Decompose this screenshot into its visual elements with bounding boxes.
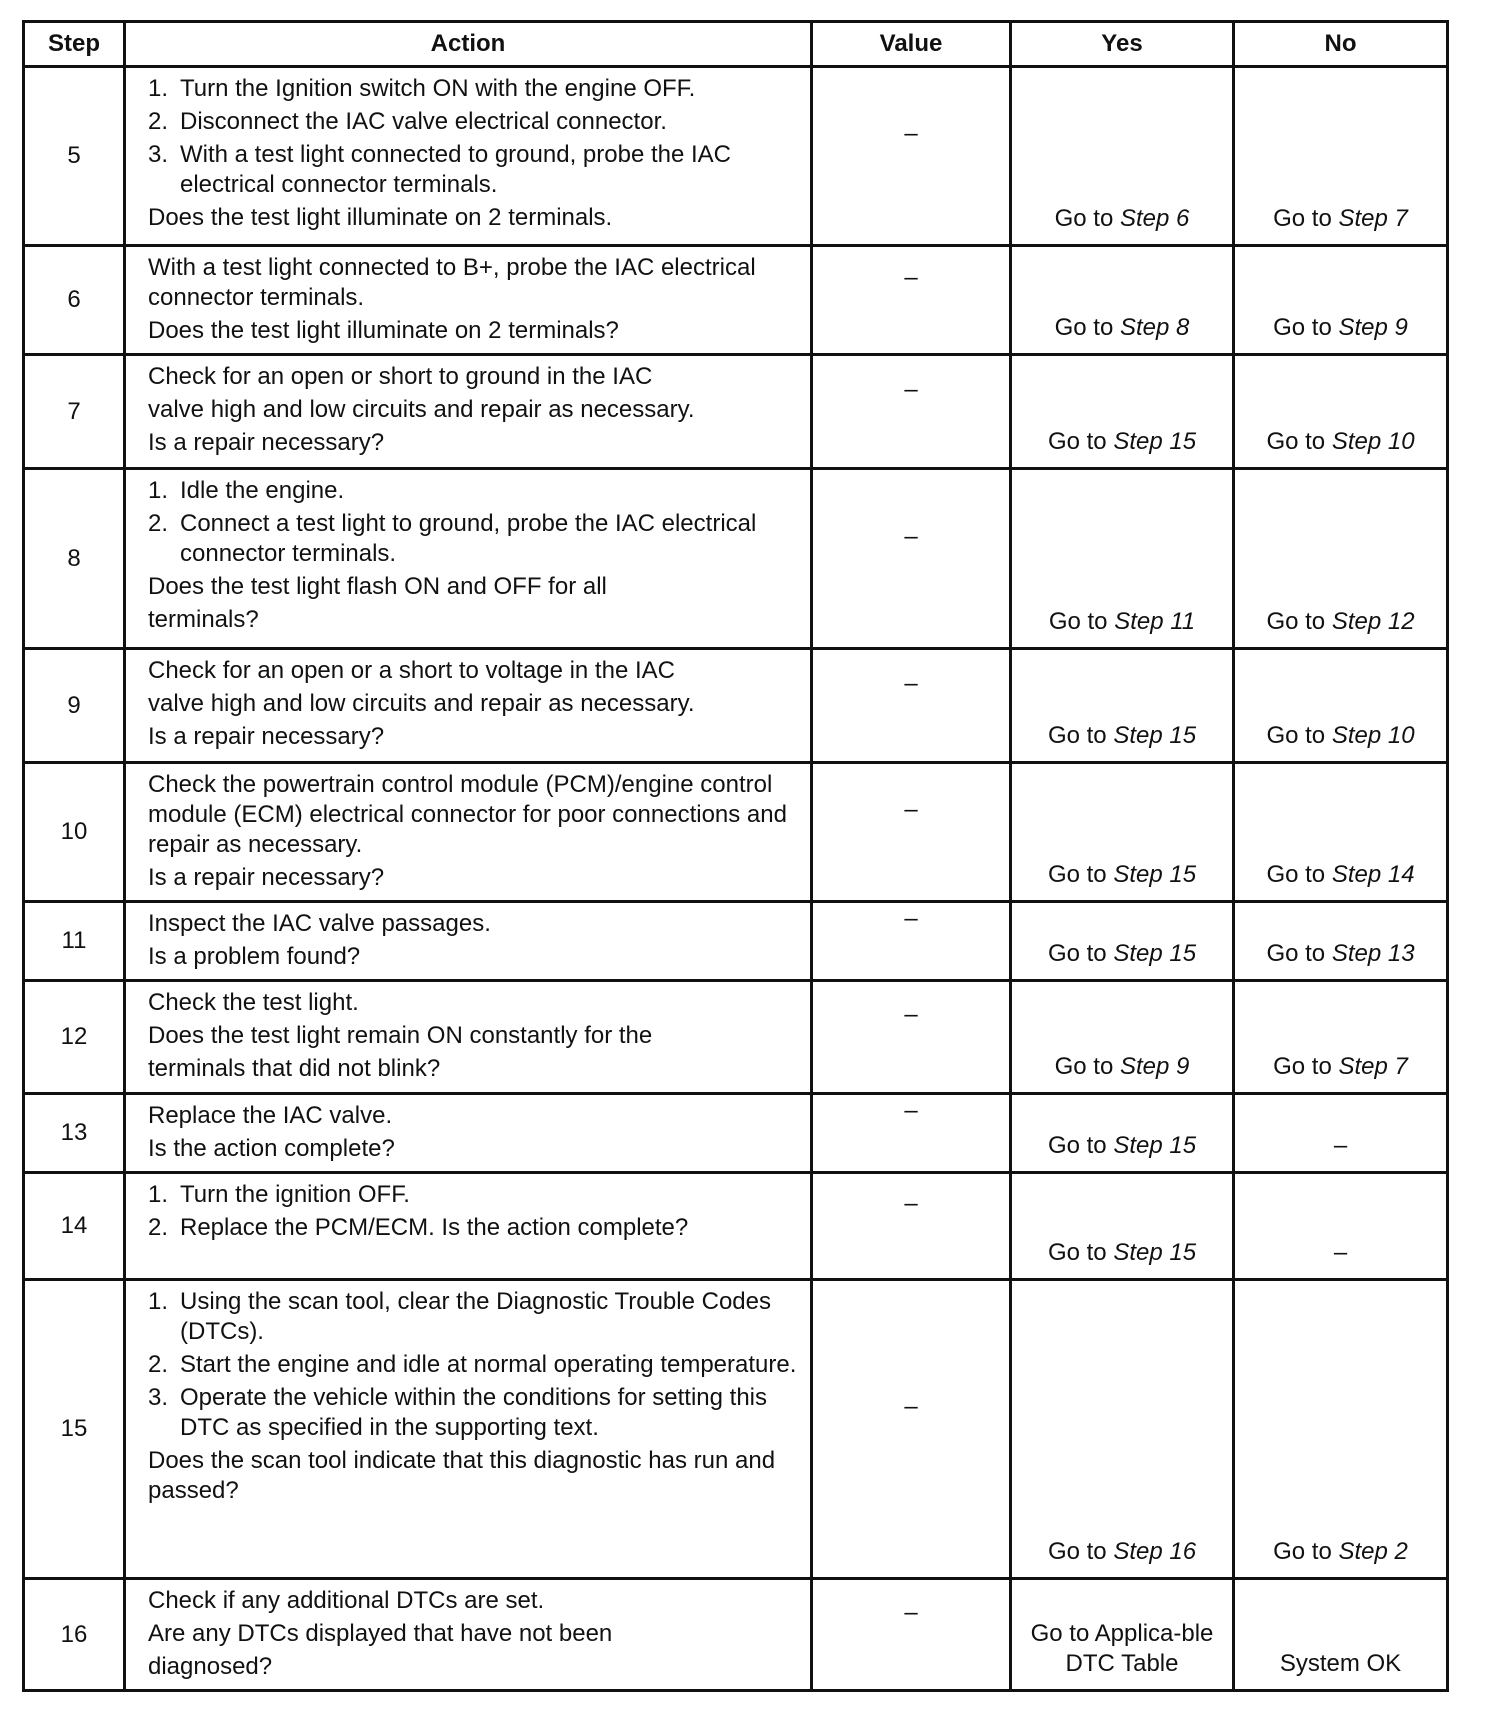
item-number: 2. bbox=[148, 510, 169, 537]
action-text: Check for an open or a short to voltage in the IAC bbox=[148, 657, 675, 684]
header-no: No bbox=[1234, 22, 1448, 67]
action-text: terminals? bbox=[148, 606, 259, 633]
outcome-prefix: Go to bbox=[1054, 205, 1114, 232]
table-row bbox=[24, 1280, 1448, 1579]
action-text: Inspect the IAC valve passages. bbox=[148, 910, 491, 937]
yes-cell bbox=[1011, 1173, 1234, 1280]
step-link: Step 14 bbox=[1331, 861, 1415, 888]
action-text: Are any DTCs displayed that have not been bbox=[148, 1620, 613, 1647]
step-number: 10 bbox=[24, 763, 125, 902]
no-cell bbox=[1234, 355, 1448, 469]
value-cell bbox=[812, 1094, 1011, 1173]
action-line bbox=[148, 689, 798, 719]
action-line bbox=[148, 1652, 798, 1682]
no-cell bbox=[1234, 469, 1448, 649]
yes-cell bbox=[1011, 355, 1234, 469]
value-text: – bbox=[904, 375, 918, 403]
table-row bbox=[24, 763, 1448, 902]
yes-cell bbox=[1011, 902, 1234, 981]
action-cell bbox=[125, 1579, 812, 1691]
step-link: Step 13 bbox=[1331, 940, 1415, 967]
action-line bbox=[148, 770, 798, 860]
value-text: – bbox=[904, 1097, 918, 1124]
header-yes: Yes bbox=[1011, 22, 1234, 67]
action-line bbox=[148, 1619, 798, 1649]
value-cell bbox=[812, 1579, 1011, 1691]
outcome-text: – bbox=[1333, 1239, 1348, 1266]
outcome-prefix: Go to bbox=[1047, 861, 1107, 888]
outcome-prefix: Go to bbox=[1047, 1538, 1107, 1565]
yes-cell bbox=[1011, 469, 1234, 649]
action-line bbox=[148, 203, 798, 233]
yes-cell bbox=[1011, 1094, 1234, 1173]
action-text: Turn the ignition OFF. bbox=[180, 1181, 410, 1208]
item-number: 3. bbox=[148, 1384, 169, 1411]
action-line bbox=[148, 316, 798, 346]
step-number: 13 bbox=[24, 1094, 125, 1173]
value-text: – bbox=[904, 1598, 918, 1626]
step-number: 11 bbox=[24, 902, 125, 981]
action-line bbox=[148, 74, 798, 104]
no-cell bbox=[1234, 1579, 1448, 1691]
step-link: Step 12 bbox=[1331, 608, 1415, 635]
action-cell bbox=[125, 67, 812, 246]
action-text: Does the test light flash ON and OFF for all bbox=[148, 573, 607, 600]
action-cell bbox=[125, 763, 812, 902]
item-number: 1. bbox=[148, 75, 169, 102]
value-text: – bbox=[904, 120, 918, 147]
yes-cell bbox=[1011, 1579, 1234, 1691]
action-line bbox=[148, 572, 798, 602]
yes-cell bbox=[1011, 649, 1234, 763]
action-text: Check if any additional DTCs are set. bbox=[148, 1587, 545, 1614]
action-line bbox=[148, 395, 798, 425]
action-text: Does the test light illuminate on 2 terminals? bbox=[148, 317, 619, 344]
action-text: valve high and low circuits and repair as necessary. bbox=[148, 690, 695, 717]
action-text: Does the test light remain ON constantly for the bbox=[148, 1022, 653, 1049]
yes-cell bbox=[1011, 246, 1234, 355]
action-text: Replace the IAC valve. bbox=[148, 1102, 393, 1129]
value-text: – bbox=[904, 1190, 918, 1217]
action-line bbox=[148, 1213, 798, 1243]
step-link: Step 15 bbox=[1113, 428, 1197, 455]
step-link: Step 10 bbox=[1331, 428, 1415, 455]
value-cell bbox=[812, 246, 1011, 355]
action-text: terminals that did not blink? bbox=[148, 1055, 441, 1082]
yes-cell bbox=[1011, 981, 1234, 1094]
no-cell bbox=[1234, 649, 1448, 763]
step-link: Step 15 bbox=[1113, 940, 1197, 967]
value-text: – bbox=[904, 796, 918, 823]
no-cell bbox=[1234, 67, 1448, 246]
step-link: Step 7 bbox=[1338, 205, 1408, 232]
header-action: Action bbox=[125, 22, 812, 67]
action-line bbox=[148, 1180, 798, 1210]
action-text: Does the test light illuminate on 2 terminals. bbox=[148, 204, 613, 231]
no-cell bbox=[1234, 1173, 1448, 1280]
action-line bbox=[148, 1134, 798, 1164]
step-number: 6 bbox=[24, 246, 125, 355]
action-line bbox=[148, 909, 798, 939]
table-row bbox=[24, 355, 1448, 469]
outcome-text: – bbox=[1333, 1132, 1348, 1159]
action-text: Is a repair necessary? bbox=[148, 429, 385, 456]
value-cell bbox=[812, 355, 1011, 469]
outcome-prefix: Go to bbox=[1266, 940, 1326, 967]
action-line bbox=[148, 1101, 798, 1131]
outcome-prefix: Go to bbox=[1266, 722, 1326, 749]
value-cell bbox=[812, 67, 1011, 246]
step-link: Step 11 bbox=[1114, 608, 1196, 635]
table-row bbox=[24, 649, 1448, 763]
step-number: 14 bbox=[24, 1173, 125, 1280]
table-row bbox=[24, 902, 1448, 981]
action-text: Idle the engine. bbox=[180, 477, 345, 504]
no-cell bbox=[1234, 902, 1448, 981]
step-link: Step 15 bbox=[1113, 1132, 1197, 1159]
table-row bbox=[24, 246, 1448, 355]
action-line bbox=[148, 476, 798, 506]
outcome-prefix: Go to bbox=[1047, 940, 1107, 967]
value-text: – bbox=[904, 522, 918, 550]
no-cell bbox=[1234, 763, 1448, 902]
action-text: Check the powertrain control module (PCM)/engine control module (ECM) electrical connector for poor connections and repair as necessary. bbox=[148, 771, 787, 858]
step-link: Step 6 bbox=[1119, 205, 1190, 232]
header-step: Step bbox=[24, 22, 125, 67]
action-line bbox=[148, 656, 798, 686]
no-cell bbox=[1234, 981, 1448, 1094]
step-link: Step 15 bbox=[1113, 861, 1197, 888]
action-text: Is a repair necessary? bbox=[148, 723, 385, 750]
value-cell bbox=[812, 1173, 1011, 1280]
outcome-text: System OK bbox=[1279, 1650, 1402, 1677]
table-row bbox=[24, 1579, 1448, 1691]
value-cell bbox=[812, 649, 1011, 763]
action-line bbox=[148, 605, 798, 635]
action-cell bbox=[125, 246, 812, 355]
value-text: – bbox=[904, 1001, 918, 1028]
value-cell bbox=[812, 1280, 1011, 1579]
outcome-prefix: Go to bbox=[1266, 428, 1326, 455]
action-line bbox=[148, 253, 798, 313]
action-line bbox=[148, 1446, 798, 1506]
step-number: 9 bbox=[24, 649, 125, 763]
action-line bbox=[148, 1586, 798, 1616]
action-text: Disconnect the IAC valve electrical connector. bbox=[180, 108, 667, 135]
item-number: 2. bbox=[148, 1351, 169, 1378]
item-number: 2. bbox=[148, 1214, 169, 1241]
value-text: – bbox=[904, 669, 918, 697]
step-link: Step 8 bbox=[1119, 314, 1190, 341]
action-text: With a test light connected to B+, probe the IAC electrical connector terminals. bbox=[148, 254, 756, 311]
outcome-prefix: Go to bbox=[1266, 861, 1326, 888]
action-text: Is a repair necessary? bbox=[148, 864, 385, 891]
action-line bbox=[148, 1350, 798, 1380]
value-cell bbox=[812, 469, 1011, 649]
action-text: Start the engine and idle at normal operating temperature. bbox=[180, 1351, 797, 1378]
no-cell bbox=[1234, 246, 1448, 355]
step-link: Step 15 bbox=[1113, 1239, 1197, 1266]
step-number: 12 bbox=[24, 981, 125, 1094]
action-text: diagnosed? bbox=[148, 1653, 273, 1680]
yes-cell bbox=[1011, 1280, 1234, 1579]
item-number: 2. bbox=[148, 108, 169, 135]
outcome-prefix: Go to bbox=[1273, 205, 1332, 232]
no-cell bbox=[1234, 1094, 1448, 1173]
value-cell bbox=[812, 981, 1011, 1094]
action-line bbox=[148, 428, 798, 458]
outcome-prefix: Go to bbox=[1273, 1538, 1332, 1565]
header-row bbox=[24, 22, 1448, 67]
outcome-prefix: Go to bbox=[1047, 428, 1107, 455]
action-text: Is the action complete? bbox=[148, 1135, 395, 1162]
value-text: – bbox=[904, 905, 918, 932]
action-text: Check the test light. bbox=[148, 989, 359, 1016]
step-link: Step 9 bbox=[1338, 314, 1408, 341]
action-line bbox=[148, 942, 798, 972]
action-line bbox=[148, 509, 798, 569]
action-line bbox=[148, 362, 798, 392]
step-link: Step 16 bbox=[1113, 1538, 1197, 1565]
action-text: Replace the PCM/ECM. Is the action complete? bbox=[180, 1214, 689, 1241]
action-text: Connect a test light to ground, probe the IAC electrical connector terminals. bbox=[180, 510, 757, 567]
outcome-prefix: Go to bbox=[1266, 608, 1326, 635]
action-text: With a test light connected to ground, probe the IAC electrical connector terminals. bbox=[180, 141, 731, 198]
step-link: Step 10 bbox=[1331, 722, 1415, 749]
outcome-prefix: Go to bbox=[1054, 1053, 1114, 1080]
action-cell bbox=[125, 355, 812, 469]
value-cell bbox=[812, 763, 1011, 902]
action-line bbox=[148, 863, 798, 893]
table-row bbox=[24, 67, 1448, 246]
header-value: Value bbox=[812, 22, 1011, 67]
action-cell bbox=[125, 1094, 812, 1173]
action-line bbox=[148, 1287, 798, 1347]
action-line bbox=[148, 988, 798, 1018]
outcome-prefix: Go to bbox=[1273, 1053, 1332, 1080]
outcome-prefix: Go to bbox=[1047, 722, 1107, 749]
action-text: Operate the vehicle within the conditions for setting this DTC as specified in the supporting text. bbox=[180, 1384, 767, 1441]
outcome-text: Go to Applica-ble DTC Table bbox=[1030, 1620, 1214, 1677]
no-cell bbox=[1234, 1280, 1448, 1579]
table-row bbox=[24, 469, 1448, 649]
step-number: 5 bbox=[24, 67, 125, 246]
step-number: 15 bbox=[24, 1280, 125, 1579]
item-number: 1. bbox=[148, 1181, 169, 1208]
action-cell bbox=[125, 1173, 812, 1280]
step-number: 16 bbox=[24, 1579, 125, 1691]
action-cell bbox=[125, 981, 812, 1094]
action-line bbox=[148, 1021, 798, 1051]
action-line bbox=[148, 722, 798, 752]
step-link: Step 7 bbox=[1338, 1053, 1408, 1080]
step-link: Step 2 bbox=[1338, 1538, 1408, 1565]
action-line bbox=[148, 1383, 798, 1443]
yes-cell bbox=[1011, 67, 1234, 246]
action-cell bbox=[125, 469, 812, 649]
outcome-prefix: Go to bbox=[1054, 314, 1114, 341]
item-number: 3. bbox=[148, 141, 169, 168]
value-text: – bbox=[904, 1393, 918, 1420]
step-link: Step 15 bbox=[1113, 722, 1197, 749]
table-row bbox=[24, 1173, 1448, 1280]
value-text: – bbox=[904, 264, 918, 291]
action-cell bbox=[125, 1280, 812, 1579]
outcome-prefix: Go to bbox=[1047, 1239, 1107, 1266]
action-cell bbox=[125, 902, 812, 981]
action-text: Check for an open or short to ground in the IAC bbox=[148, 363, 653, 390]
value-cell bbox=[812, 902, 1011, 981]
outcome-prefix: Go to bbox=[1047, 1132, 1107, 1159]
diagnostic-table bbox=[22, 20, 1449, 1692]
step-link: Step 9 bbox=[1119, 1053, 1190, 1080]
action-cell bbox=[125, 649, 812, 763]
outcome-prefix: Go to bbox=[1273, 314, 1332, 341]
table-row bbox=[24, 981, 1448, 1094]
action-text: Is a problem found? bbox=[148, 943, 361, 970]
action-text: Does the scan tool indicate that this diagnostic has run and passed? bbox=[148, 1447, 776, 1504]
item-number: 1. bbox=[148, 477, 169, 504]
yes-cell bbox=[1011, 763, 1234, 902]
table-body bbox=[24, 67, 1448, 1691]
item-number: 1. bbox=[148, 1288, 169, 1315]
step-number: 7 bbox=[24, 355, 125, 469]
outcome-prefix: Go to bbox=[1048, 608, 1108, 635]
table-row bbox=[24, 1094, 1448, 1173]
action-text: Using the scan tool, clear the Diagnostic Trouble Codes (DTCs). bbox=[180, 1288, 771, 1345]
action-text: valve high and low circuits and repair as necessary. bbox=[148, 396, 695, 423]
action-line bbox=[148, 107, 798, 137]
step-number: 8 bbox=[24, 469, 125, 649]
action-line bbox=[148, 1054, 798, 1084]
action-text: Turn the Ignition switch ON with the engine OFF. bbox=[180, 75, 696, 102]
action-line bbox=[148, 140, 798, 200]
